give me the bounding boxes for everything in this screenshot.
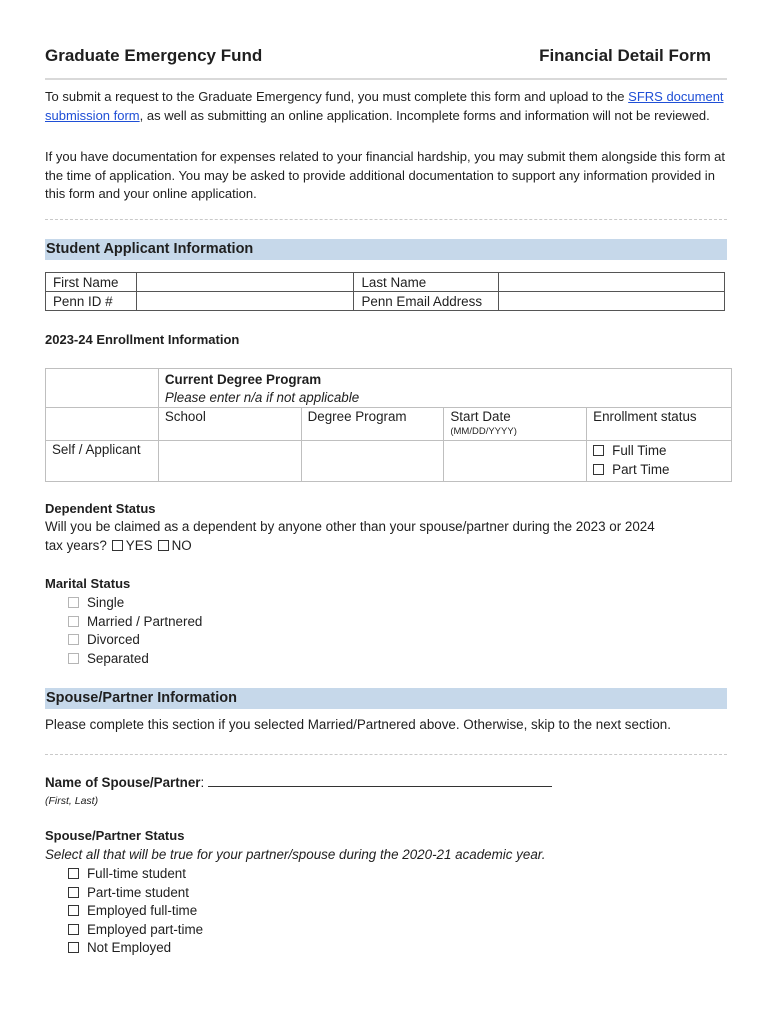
intro-text-1b: , as well as submitting an online application. Incomplete forms and information will not be reviewed. [139,107,710,123]
spouse-instructions: Please complete this section if you selected Married/Partnered above. Otherwise, skip to the next section. [45,717,671,732]
header-divider [45,78,727,80]
dependent-question-line-2 [45,537,725,556]
part-time-label: Part Time [612,461,670,477]
spouse-name-row: Name of Spouse/Partner: [45,774,725,793]
form-title: Financial Detail Form [539,46,711,65]
marital-option-single[interactable] [68,594,202,613]
penn-email-field[interactable] [498,292,724,311]
degree-program-header: Degree Program [301,408,444,441]
student-section-header [45,239,727,260]
form-header [45,46,727,70]
married-checkbox[interactable] [68,616,79,627]
full-time-checkbox[interactable] [593,445,604,456]
dependent-question [45,518,725,555]
spouse-status-option[interactable] [68,902,203,921]
last-name-field[interactable] [498,273,724,292]
last-name-label: Last Name [354,273,498,292]
student-info-table [45,272,725,311]
separated-checkbox[interactable] [68,653,79,664]
school-header: School [158,408,301,441]
spouse-divider [45,754,727,755]
intro-paragraph-1 [45,88,725,125]
part-time-student-label: Part-time student [87,884,189,900]
intro-paragraph-2: If you have documentation for expenses related to your financial hardship, you may submit them alongside this form at the time of application. You may be asked to provide additional documentation to support any information provided in this form and your online application. [45,149,725,201]
sfrs-submission-link[interactable]: SFRS document submission form [45,89,724,123]
dependent-question-tail: tax years? [45,537,107,553]
spouse-name-field[interactable] [208,774,552,787]
marital-status-title: Marital Status [45,576,131,591]
part-time-student-checkbox[interactable] [68,887,79,898]
employed-part-time-label: Employed part-time [87,921,204,937]
program-heading: Current Degree Program [164,372,322,387]
fund-title: Graduate Emergency Fund [45,46,263,65]
spouse-status-instructions: Select all that will be true for your partner/spouse during the 2020-21 academic year. [45,847,546,862]
section-divider [45,219,727,220]
self-applicant-label: Self / Applicant [46,441,159,482]
dependent-yes-checkbox[interactable] [112,540,123,551]
start-date-field[interactable] [444,441,587,482]
start-date-header [444,408,587,441]
married-label: Married / Partnered [87,613,203,629]
dependent-status-title: Dependent Status [45,501,156,516]
full-time-label: Full Time [612,443,667,458]
not-employed-checkbox[interactable] [68,942,79,953]
enrollment-blank-cell [46,408,159,441]
penn-email-label: Penn Email Address [354,292,498,311]
part-time-option[interactable] [593,461,725,480]
marital-option-separated[interactable] [68,650,202,669]
spouse-section-title: Spouse/Partner Information [46,690,237,706]
full-time-student-label: Full-time student [87,866,186,881]
penn-id-field[interactable] [137,292,354,311]
spouse-status-option[interactable] [68,884,203,903]
degree-program-field[interactable] [301,441,444,482]
spouse-status-title: Spouse/Partner Status [45,828,185,843]
spouse-name-hint: (First, Last) [45,795,99,807]
full-time-option[interactable] [593,442,725,461]
dependent-no-checkbox[interactable] [158,540,169,551]
enrollment-corner-cell [46,369,159,408]
spouse-status-option[interactable] [68,865,203,884]
enrollment-status-options [587,441,732,482]
first-name-field[interactable] [137,273,354,292]
spouse-status-option[interactable] [68,921,203,940]
spouse-name-label: Name of Spouse/Partner [45,775,201,790]
marital-option-married[interactable] [68,613,202,632]
not-employed-label: Not Employed [87,940,172,956]
marital-options [68,594,202,668]
employed-part-time-checkbox[interactable] [68,924,79,935]
enrollment-title: 2023-24 Enrollment Information [45,332,240,347]
intro-text-1a: To submit a request to the Graduate Emergency fund, you must complete this form and upload to the [45,89,629,104]
enrollment-status-header: Enrollment status [587,408,732,441]
start-date-label: Start Date [450,409,511,424]
program-heading-cell [158,369,731,408]
full-time-student-checkbox[interactable] [68,868,79,879]
school-field[interactable] [158,441,301,482]
first-name-label: First Name [46,273,137,292]
single-label: Single [87,595,125,610]
divorced-label: Divorced [87,632,140,648]
penn-id-label: Penn ID # [46,292,137,311]
start-date-hint: (MM/DD/YYYY) [450,426,517,437]
spouse-status-options [68,865,203,958]
spouse-status-option[interactable] [68,939,203,958]
dependent-yes-label: YES [125,537,153,553]
single-checkbox[interactable] [68,597,79,608]
part-time-checkbox[interactable] [593,464,604,475]
program-note: Please enter n/a if not applicable [164,390,360,405]
student-section-title: Student Applicant Information [46,241,254,257]
marital-option-divorced[interactable] [68,631,202,650]
dependent-question-line-1: Will you be claimed as a dependent by anyone other than your spouse/partner during the 2023 or 2024 [45,519,655,534]
employed-full-time-label: Employed full-time [87,903,198,919]
divorced-checkbox[interactable] [68,634,79,645]
enrollment-table [45,368,732,482]
employed-full-time-checkbox[interactable] [68,905,79,916]
spouse-section-header [45,688,727,709]
separated-label: Separated [87,650,149,666]
dependent-no-label: NO [171,537,192,553]
